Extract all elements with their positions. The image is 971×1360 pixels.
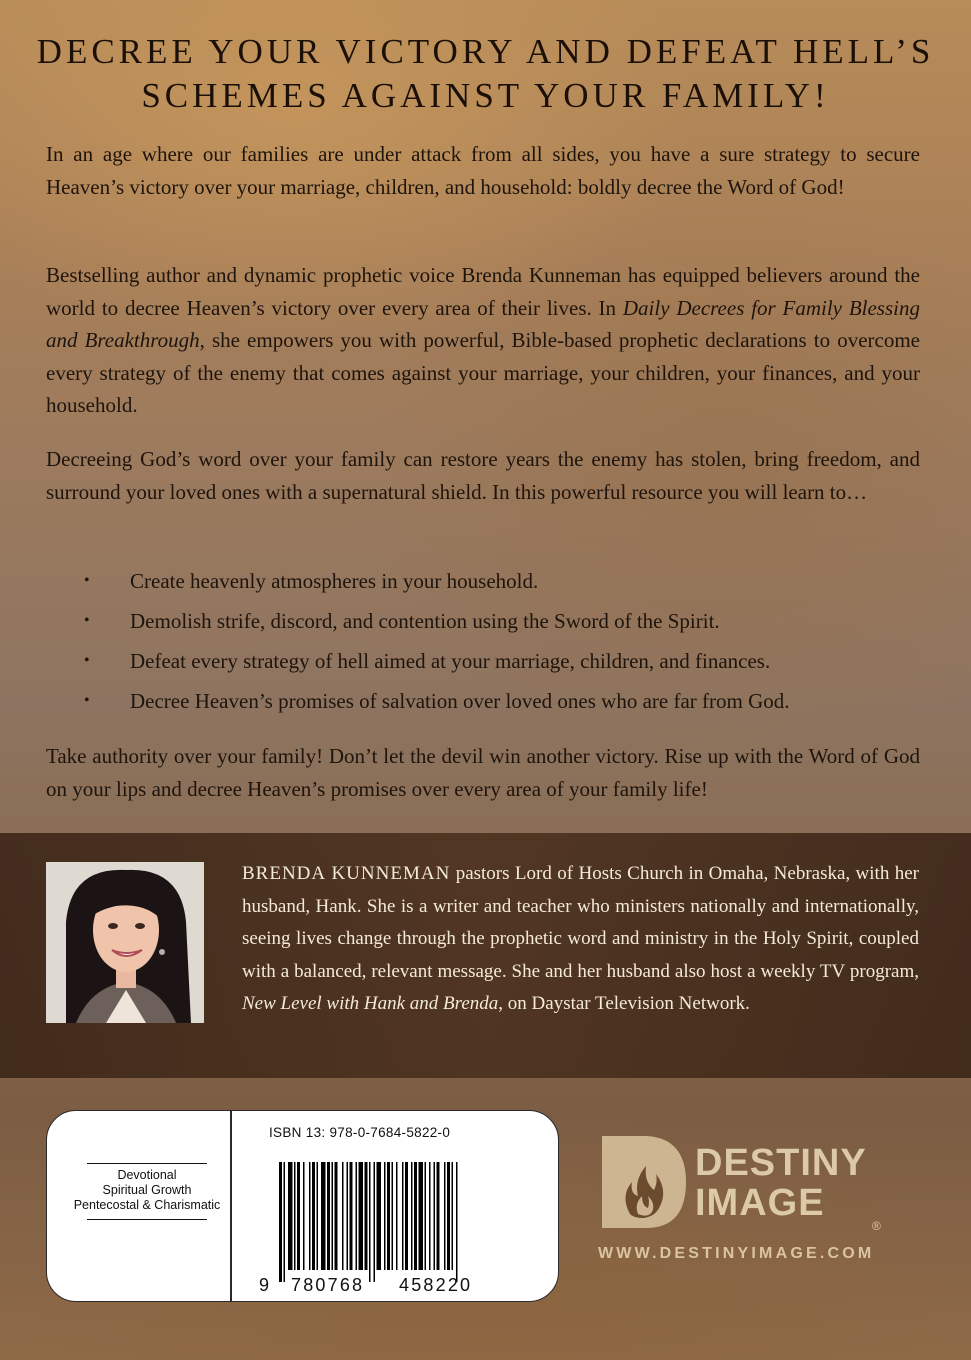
category-list <box>73 1163 221 1220</box>
barcode-bar <box>414 1162 417 1270</box>
barcode-bar <box>392 1162 394 1270</box>
bullet-icon: • <box>84 612 90 629</box>
headline-line-2: SCHEMES AGAINST YOUR FAMILY! <box>141 76 830 115</box>
category-label: Pentecostal & Charismatic <box>73 1198 221 1212</box>
isbn-text: ISBN 13: 978-0-7684-5822-0 <box>269 1125 451 1140</box>
destiny-image-logo-icon <box>598 1132 690 1232</box>
barcode-bar <box>327 1162 330 1270</box>
barcode-bar <box>369 1162 371 1282</box>
bullet-icon: • <box>84 692 90 709</box>
barcode-digits-left: 780768 <box>291 1275 365 1295</box>
publisher-website: WWW.DESTINYIMAGE.COM <box>598 1245 875 1262</box>
list-item-text: Create heavenly atmospheres in your household. <box>130 569 539 593</box>
barcode-bar <box>425 1162 427 1270</box>
barcode-bar <box>347 1162 349 1270</box>
barcode-bar <box>384 1162 386 1270</box>
barcode-bar <box>294 1162 296 1270</box>
barcode-bar <box>444 1162 446 1270</box>
publisher-name-line-1: DESTINY <box>695 1142 867 1184</box>
barcode-bar <box>365 1162 368 1270</box>
barcode-bar <box>284 1162 286 1282</box>
headline-line-1: DECREE YOUR VICTORY AND DEFEAT HELL’S <box>36 32 935 71</box>
tv-program-title: New Level with Hank and Brenda <box>242 993 499 1014</box>
barcode-bar <box>356 1162 358 1270</box>
barcode-divider <box>230 1111 232 1301</box>
call-to-action-paragraph <box>46 740 920 805</box>
author-intro-text: Bestselling author and dynamic prophetic voice Brenda Kunneman has equipped believers around the world to decree Heaven’s victory over every area of their lives. In <box>46 263 920 320</box>
barcode-bar <box>429 1162 431 1270</box>
list-item <box>46 644 920 684</box>
barcode-bar <box>359 1162 364 1270</box>
barcode-digits-right: 458220 <box>399 1275 473 1295</box>
barcode-bar <box>350 1162 353 1270</box>
barcode-bar <box>377 1162 382 1270</box>
list-item-text: Decree Heaven’s promises of salvation over loved ones who are far from God. <box>130 689 790 713</box>
barcode-bar <box>411 1162 413 1270</box>
registered-mark: ® <box>872 1219 881 1233</box>
barcode-bar <box>402 1162 404 1270</box>
barcode-bar <box>309 1162 311 1270</box>
barcode-bar <box>297 1162 300 1270</box>
barcode-bar <box>405 1162 408 1270</box>
barcode-bar <box>342 1162 344 1270</box>
list-item-text: Demolish strife, discord, and contention using the Sword of the Spirit. <box>130 609 720 633</box>
author-bio <box>242 858 919 1021</box>
author-photo <box>46 862 204 1023</box>
barcode-icon <box>279 1162 519 1282</box>
author-intro-text-end: , she empowers you with powerful, Bible-based prophetic declarations to overcome every strategy of the enemy that comes against your marriage, your children, your finances, and your household. <box>46 328 920 417</box>
list-item-text: Defeat every strategy of hell aimed at your marriage, children, and finances. <box>130 649 771 673</box>
barcode-bar <box>321 1162 326 1270</box>
publisher-name-line-2: IMAGE <box>695 1182 825 1224</box>
barcode-bar <box>456 1162 458 1282</box>
barcode-bar <box>317 1162 319 1270</box>
barcode-bar <box>387 1162 390 1270</box>
barcode-bar <box>288 1162 293 1270</box>
barcode-bar <box>374 1162 376 1282</box>
author-intro-paragraph <box>46 259 920 422</box>
call-to-action-text: Take authority over your family! Don’t let the devil win another victory. Rise up with the Word of God on your lips and decree Heaven’s promises over every area of your family life! <box>46 744 920 801</box>
author-name: BRENDA KUNNEMAN <box>242 863 451 884</box>
barcode-bar <box>419 1162 424 1270</box>
learn-text: Decreeing God’s word over your family can restore years the enemy has stolen, bring freedom, and surround your loved ones with a supernatural shield. In this powerful resource you will learn to… <box>46 447 920 504</box>
list-item <box>46 564 920 604</box>
author-bio-text: pastors Lord of Hosts Church in Omaha, Nebraska, with her husband, Hank. She is a writer and teacher who ministers nationally and internationally, seeing lives change through the prophetic word and ministry in the Holy Spirit, coupled with a balanced, relevant message. She and her husband also host a weekly TV program, <box>242 863 919 982</box>
barcode-card <box>46 1110 559 1302</box>
headline <box>30 30 941 118</box>
learn-paragraph <box>46 443 920 508</box>
list-item <box>46 684 920 724</box>
barcode-bar <box>335 1162 338 1270</box>
bullet-icon: • <box>84 572 90 589</box>
barcode-bar <box>332 1162 334 1270</box>
barcode-bar <box>303 1162 305 1270</box>
barcode-bar <box>279 1162 282 1282</box>
barcode-bar <box>447 1162 450 1270</box>
barcode-digit-first: 9 <box>259 1275 272 1295</box>
barcode-bar <box>437 1162 440 1270</box>
publisher-name <box>695 1143 867 1223</box>
category-label: Devotional <box>117 1168 177 1182</box>
barcode-bar <box>434 1162 436 1270</box>
barcode-bar <box>452 1162 454 1270</box>
intro-text: In an age where our families are under attack from all sides, you have a sure strategy to secure Heaven’s victory over your marriage, children, and household: boldly decree the Word of God! <box>46 142 920 199</box>
benefits-list <box>46 564 920 724</box>
list-item <box>46 604 920 644</box>
barcode-bar <box>396 1162 398 1270</box>
author-bio-text-end: , on Daystar Television Network. <box>498 993 750 1014</box>
book-title: Daily Decrees for Family Blessing and Breakthrough <box>46 295 920 352</box>
intro-paragraph <box>46 138 920 203</box>
bullet-icon: • <box>84 652 90 669</box>
category-label: Spiritual Growth <box>102 1183 192 1197</box>
barcode-bar <box>312 1162 315 1270</box>
